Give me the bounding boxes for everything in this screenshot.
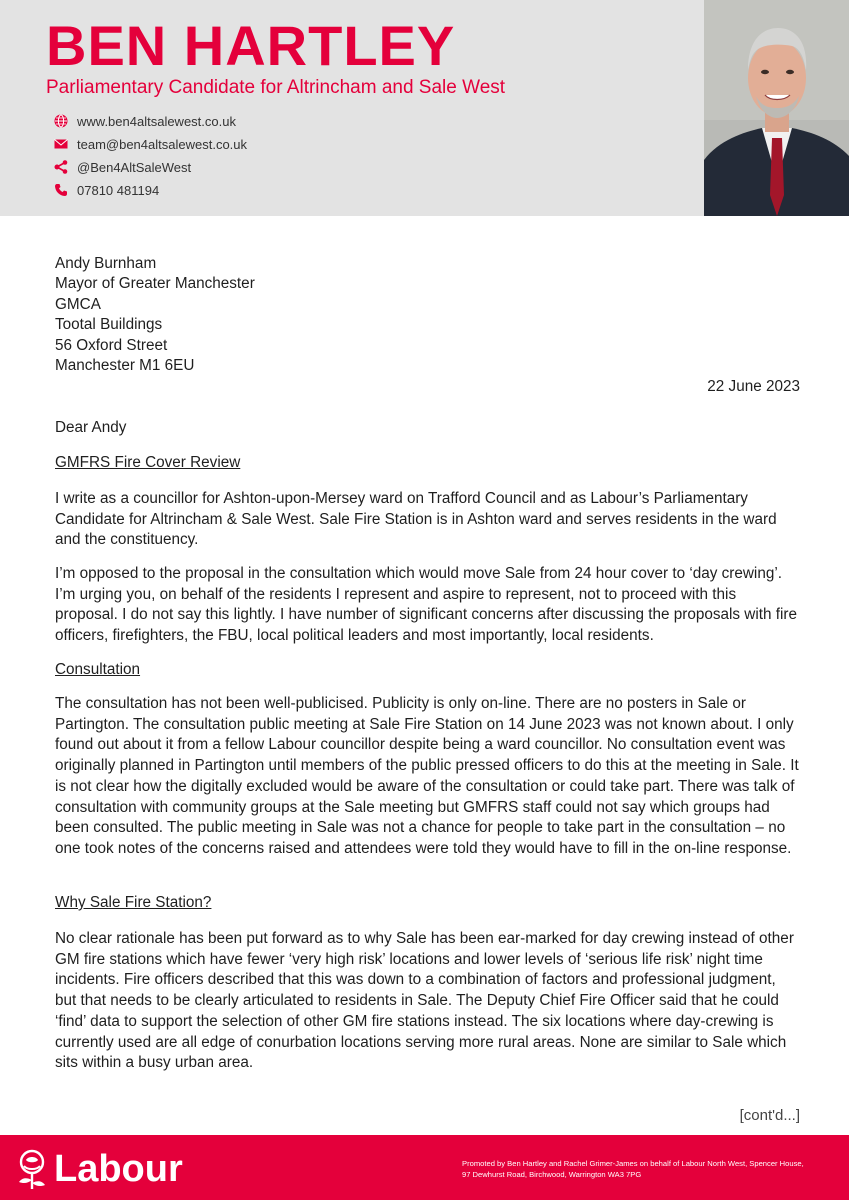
mail-icon	[54, 137, 68, 151]
why-sale-heading: Why Sale Fire Station?	[55, 894, 212, 911]
continued-marker: [cont'd...]	[739, 1107, 800, 1124]
consultation-heading: Consultation	[55, 661, 141, 678]
candidate-subtitle: Parliamentary Candidate for Altrincham and Sale West	[46, 77, 506, 98]
paragraph-why-sale: No clear rationale has been put forward as to why Sale has been ear-marked for day crewing instead of other GM fire stations which have fewer ‘very high risk’ locations and lower levels of ‘serious life risk’ night time incidents. Fire officers described that this was down to a combination of factors and professional judgment, but that needs to be clearly articulated to residents in Sale. The Deputy Chief Fire Officer said that he could ‘find’ data to support the selection of other GM fire stations instead. The six locations where day-crewing is currently used are all edge of conurbation locations serving more rural areas. None are similar to Sale which sits within a busy urban area.	[55, 930, 794, 1072]
imprint	[462, 1158, 832, 1180]
contact-email-text: team@ben4altsalewest.co.uk	[77, 136, 248, 152]
candidate-photo	[704, 0, 849, 216]
recipient-street: 56 Oxford Street	[55, 337, 168, 354]
letter-date: 22 June 2023	[707, 378, 800, 395]
contact-social[interactable]	[54, 157, 191, 177]
paragraph-consultation: The consultation has not been well-publicised. Publicity is only on-line. There are no posters in Sale or Partington. The consultation public meeting at Sale Fire Station on 14 June 2023 was not known about. I only found out about it from a fellow Labour councillor despite being a ward councillor. No consultation event was originally planned in Partington until members of the public pressed officers to do this at the meeting in Sale. It is not clear how the digitally excluded would be aware of the consultation or could take part. There was talk of consultation with community groups at the Sale meeting but GMFRS staff could not say which groups had been consulted. The public meeting in Sale was not a chance for people to take part in the consultation – no one took notes of the concerns raised and attendees were told they would have to fill in the on-line response.	[55, 695, 799, 857]
recipient-org: GMCA	[55, 296, 101, 313]
contact-social-text: @Ben4AltSaleWest	[77, 159, 192, 175]
paragraph-intro: I write as a councillor for Ashton-upon-Mersey ward on Trafford Council and as Labour’s Parliamentary Candidate for Altrincham & Sale West. Sale Fire Station is in Ashton ward and serves residents in the ward and the constituency.	[55, 490, 777, 549]
rose-icon	[12, 1147, 52, 1191]
recipient-city: Manchester M1 6EU	[55, 357, 195, 374]
labour-logo	[12, 1147, 183, 1191]
imprint-line-1: Promoted by Ben Hartley and Rachel Grimer-James on behalf of Labour North West, Spencer House,	[462, 1159, 804, 1168]
phone-icon	[54, 183, 68, 197]
contact-email[interactable]	[54, 134, 247, 154]
contact-phone[interactable]	[54, 180, 159, 200]
contact-website-text: www.ben4altsalewest.co.uk	[77, 113, 236, 129]
subject-heading: GMFRS Fire Cover Review	[55, 454, 241, 471]
recipient-title: Mayor of Greater Manchester	[55, 275, 255, 292]
paragraph-opposition: I’m opposed to the proposal in the consultation which would move Sale from 24 hour cover to ‘day crewing’. I’m urging you, on behalf of the residents I represent and aspire to represent, not to proceed with this proposal. I do not say this lightly. I have number of significant concerns after discussing the proposals with fire officers, firefighters, the FBU, local political leaders and most importantly, local residents.	[55, 565, 797, 645]
contact-website[interactable]	[54, 111, 236, 131]
globe-icon	[54, 114, 68, 128]
contact-phone-text: 07810 481194	[77, 182, 160, 198]
share-icon	[54, 160, 68, 174]
salutation: Dear Andy	[55, 419, 127, 436]
imprint-line-2: 97 Dewhurst Road, Birchwood, Warrington WA3 7PG	[462, 1170, 642, 1179]
recipient-name: Andy Burnham	[55, 255, 157, 272]
recipient-building: Tootal Buildings	[55, 316, 163, 333]
labour-logo-text: Labour	[54, 1147, 183, 1190]
candidate-name: BEN HARTLEY	[46, 14, 456, 77]
